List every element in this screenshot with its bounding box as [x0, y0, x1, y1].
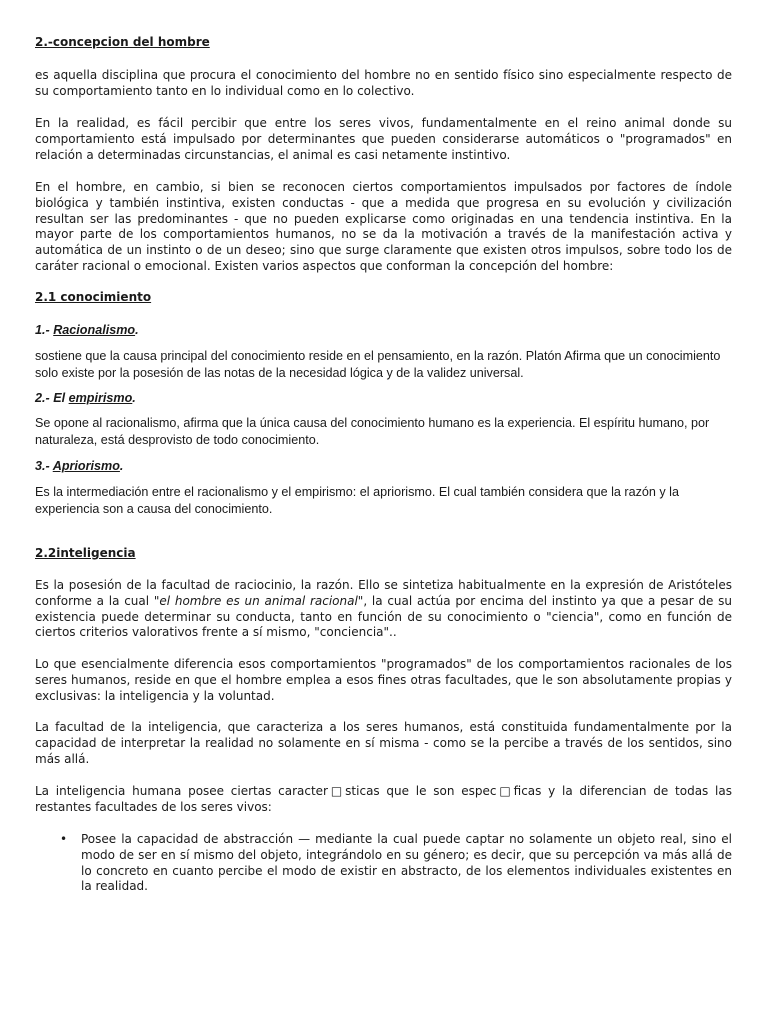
paragraph: sostiene que la causa principal del conocimiento reside en el pensamiento, en la razón. Platón Afirma que un conocimiento solo existe por la posesión de las notas de la necesidad lógica y de la validez universal. — [35, 349, 721, 380]
paragraph: es aquella disciplina que procura el conocimiento del hombre no en sentido físico sino especialmente respecto de su comportamiento tanto en lo individual como en lo colectivo. — [35, 68, 732, 98]
paragraph: Se opone al racionalismo, afirma que la única causa del conocimiento humano es la experiencia. El espíritu humano, por naturaleza, está desprovisto de todo conocimiento. — [35, 416, 710, 447]
section-heading-inteligencia: 2.2inteligencia — [35, 546, 136, 560]
paragraph: Es la intermediación entre el racionalismo y el empirismo: el apriorismo. El cual también considera que la razón y la experiencia son a causa del conocimiento. — [35, 485, 679, 516]
section-heading-concepcion: 2.-concepcion del hombre — [35, 35, 210, 49]
paragraph: En el hombre, en cambio, si bien se reconocen ciertos comportamientos impulsados por factores de índole biológica y también instintiva, existen conductas - que a medida que progresa en su evolución y civilización resultan ser las predominantes - que no pueden explicarse como originadas en una tendencia instintiva. En la mayor parte de los comportamientos humanos, no se da la motivación a través de la manifestación activa y automática de un instinto o de un deseo; sino que surge claramente que existen otros impulsos, sobre todo los de caráter racional o emocional. Existen varios aspectos que conforman la concepción del hombre: — [35, 180, 732, 273]
subheading-apriorismo: 3.- Apriorismo. — [35, 459, 124, 473]
quote: "el hombre es un animal racional" — [153, 593, 364, 608]
paragraph: La facultad de la inteligencia, que caracteriza a los seres humanos, está constituida fundamentalmente por la capacidad de interpretar la realidad no solamente en sí misma - como se la percibe a través de los sentidos, sino más allá. — [35, 720, 732, 766]
bullet-icon: • — [60, 832, 68, 846]
subheading-racionalismo: 1.- Racionalismo. — [35, 323, 139, 337]
paragraph: En la realidad, es fácil percibir que entre los seres vivos, fundamentalmente en el reino animal donde su comportamiento está impulsado por determinantes que pueden considerarse automáticos o "programados" en relación a determinadas circunstancias, el animal es casi netamente instintivo. — [35, 116, 732, 162]
section-heading-conocimiento: 2.1 conocimiento — [35, 290, 152, 304]
paragraph: Lo que esencialmente diferencia esos comportamientos "programados" de los comportamientos racionales de los seres humanos, reside en que el hombre emplea a esos fines otras facultades, que le son absolutamente propias y exclusivas: la inteligencia y la voluntad. — [35, 657, 732, 703]
paragraph: Es la posesión de la facultad de raciocinio, la razón. Ello se sintetiza habitualmente en la expresión de Aristóteles conforme a la cual "el hombre es un animal racional", la cual actúa por encima del instinto ya que a pesar de su existencia puede determinar su conducta, tanto en función de su conocimiento o "ciencia", como en función de ciertos criterios valorativos frente a sí mismo, "conciencia".. — [35, 578, 732, 640]
subheading-empirismo: 2.- El empirismo. — [35, 391, 136, 405]
list-item: Posee la capacidad de abstracción — mediante la cual puede captar no solamente un objeto real, sino el modo de ser en sí mismo del objeto, integrándolo en su género; es decir, que su percepción va más allá de lo concreto en cuanto percibe el modo de existir en abstracto, de los elementos individuales existentes en la realidad. — [81, 832, 732, 894]
paragraph: La inteligencia humana posee ciertas caracter□sticas que le son espec□ficas y la diferencian de todas las restantes facultades de los seres vivos: — [35, 784, 732, 814]
